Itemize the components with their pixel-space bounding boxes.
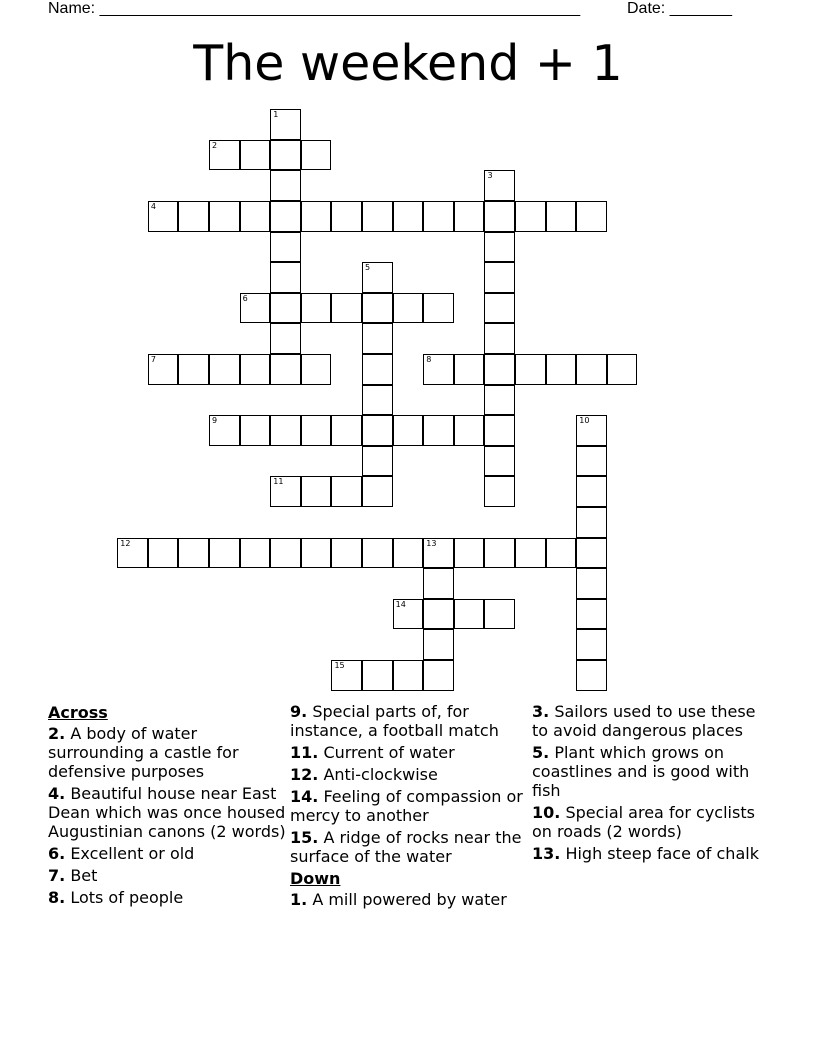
grid-cell[interactable] bbox=[423, 629, 454, 660]
grid-cell[interactable] bbox=[362, 446, 393, 477]
clue-across-14 bbox=[290, 787, 530, 825]
grid-cell-number: 14 bbox=[395, 599, 406, 609]
grid-cell[interactable] bbox=[362, 201, 393, 232]
grid-cell[interactable] bbox=[270, 170, 301, 201]
grid-cell[interactable] bbox=[331, 538, 362, 569]
grid-cell[interactable] bbox=[209, 201, 240, 232]
grid-cell[interactable] bbox=[209, 415, 240, 446]
clue-text: Current of water bbox=[323, 743, 455, 762]
grid-cell[interactable] bbox=[576, 354, 607, 385]
grid-cell[interactable] bbox=[148, 538, 179, 569]
clue-number: 3. bbox=[532, 702, 550, 721]
clue-number: 10. bbox=[532, 803, 561, 822]
grid-cell[interactable] bbox=[178, 201, 209, 232]
clue-down-13 bbox=[532, 844, 772, 863]
grid-cell[interactable] bbox=[576, 476, 607, 507]
clue-text: A body of water surrounding a castle for defensive purposes bbox=[48, 724, 239, 781]
grid-cell[interactable] bbox=[393, 660, 424, 691]
grid-cell[interactable] bbox=[209, 538, 240, 569]
date-field-label: Date: _______ bbox=[627, 0, 732, 17]
grid-cell-number: 1 bbox=[273, 110, 279, 120]
grid-cell[interactable] bbox=[423, 354, 454, 385]
grid-cell[interactable] bbox=[484, 262, 515, 293]
clue-across-2 bbox=[48, 724, 288, 781]
clue-across-9 bbox=[290, 702, 530, 740]
grid-cell[interactable] bbox=[240, 354, 271, 385]
grid-cell-number: 10 bbox=[579, 416, 590, 426]
grid-cell[interactable] bbox=[423, 568, 454, 599]
clue-across-15 bbox=[290, 828, 530, 866]
grid-cell[interactable] bbox=[484, 170, 515, 201]
grid-cell[interactable] bbox=[301, 476, 332, 507]
grid-cell-number: 6 bbox=[242, 293, 248, 303]
grid-cell[interactable] bbox=[362, 262, 393, 293]
grid-cell[interactable] bbox=[209, 354, 240, 385]
clue-across-11 bbox=[290, 743, 530, 762]
grid-cell[interactable] bbox=[393, 538, 424, 569]
grid-cell[interactable] bbox=[515, 201, 546, 232]
clue-across-8 bbox=[48, 888, 288, 907]
clue-number: 9. bbox=[290, 702, 308, 721]
grid-cell[interactable] bbox=[484, 446, 515, 477]
clue-text: Excellent or old bbox=[70, 844, 195, 863]
grid-cell[interactable] bbox=[331, 660, 362, 691]
down-heading: Down bbox=[290, 869, 341, 888]
grid-cell[interactable] bbox=[576, 507, 607, 538]
grid-cell[interactable] bbox=[178, 538, 209, 569]
clues-column-2 bbox=[290, 702, 530, 912]
grid-cell[interactable] bbox=[301, 415, 332, 446]
grid-cell[interactable] bbox=[484, 354, 515, 385]
grid-cell[interactable] bbox=[484, 538, 515, 569]
grid-cell[interactable] bbox=[454, 201, 485, 232]
grid-cell[interactable] bbox=[270, 232, 301, 263]
puzzle-title: The weekend + 1 bbox=[193, 35, 623, 92]
grid-cell[interactable] bbox=[148, 354, 179, 385]
grid-cell[interactable] bbox=[546, 538, 577, 569]
clue-text: A mill powered by water bbox=[312, 890, 507, 909]
clue-text: High steep face of chalk bbox=[565, 844, 759, 863]
clue-number: 4. bbox=[48, 784, 66, 803]
name-field-label: Name: ______________________________________________________ bbox=[48, 0, 581, 17]
grid-cell[interactable] bbox=[270, 201, 301, 232]
grid-cell[interactable] bbox=[301, 140, 332, 171]
clue-number: 13. bbox=[532, 844, 561, 863]
grid-cell-number: 4 bbox=[150, 202, 156, 212]
clue-across-7 bbox=[48, 866, 288, 885]
grid-cell-number: 5 bbox=[365, 263, 371, 273]
grid-cell[interactable] bbox=[454, 415, 485, 446]
grid-cell[interactable] bbox=[484, 415, 515, 446]
grid-cell[interactable] bbox=[240, 201, 271, 232]
across-heading: Across bbox=[48, 703, 108, 722]
clue-text: Lots of people bbox=[70, 888, 184, 907]
grid-cell[interactable] bbox=[484, 293, 515, 324]
grid-cell-number: 15 bbox=[334, 661, 345, 671]
grid-cell[interactable] bbox=[270, 109, 301, 140]
clue-text: Beautiful house near East Dean which was once housed Augustinian canons (2 words) bbox=[48, 784, 286, 841]
grid-cell[interactable] bbox=[484, 323, 515, 354]
grid-cell[interactable] bbox=[270, 140, 301, 171]
clue-down-3 bbox=[532, 702, 772, 740]
grid-cell[interactable] bbox=[576, 446, 607, 477]
grid-cell-number: 8 bbox=[426, 355, 432, 365]
grid-cell-number: 12 bbox=[120, 538, 131, 548]
clue-number: 2. bbox=[48, 724, 66, 743]
grid-cell[interactable] bbox=[362, 415, 393, 446]
grid-cell[interactable] bbox=[454, 599, 485, 630]
grid-cell[interactable] bbox=[178, 354, 209, 385]
grid-cell[interactable] bbox=[576, 201, 607, 232]
grid-cell[interactable] bbox=[515, 538, 546, 569]
grid-cell[interactable] bbox=[240, 538, 271, 569]
clue-number: 14. bbox=[290, 787, 319, 806]
grid-cell[interactable] bbox=[484, 232, 515, 263]
grid-cell[interactable] bbox=[454, 354, 485, 385]
grid-cell[interactable] bbox=[423, 293, 454, 324]
clue-down-5 bbox=[532, 743, 772, 800]
grid-cell[interactable] bbox=[576, 538, 607, 569]
grid-cell[interactable] bbox=[576, 629, 607, 660]
grid-cell[interactable] bbox=[393, 415, 424, 446]
grid-cell[interactable] bbox=[270, 262, 301, 293]
grid-cell[interactable] bbox=[270, 476, 301, 507]
clue-down-10 bbox=[532, 803, 772, 841]
grid-cell[interactable] bbox=[270, 293, 301, 324]
grid-cell[interactable] bbox=[331, 476, 362, 507]
clues-column-1 bbox=[48, 702, 288, 910]
grid-cell[interactable] bbox=[362, 323, 393, 354]
grid-cell[interactable] bbox=[423, 660, 454, 691]
clues-column-3 bbox=[532, 702, 772, 866]
grid-cell[interactable] bbox=[117, 538, 148, 569]
clue-number: 5. bbox=[532, 743, 550, 762]
grid-cell-number: 3 bbox=[487, 171, 493, 181]
clue-across-12 bbox=[290, 765, 530, 784]
grid-cell[interactable] bbox=[576, 568, 607, 599]
grid-cell[interactable] bbox=[301, 538, 332, 569]
clue-text: Plant which grows on coastlines and is good with fish bbox=[532, 743, 750, 800]
grid-cell[interactable] bbox=[515, 354, 546, 385]
grid-cell[interactable] bbox=[270, 323, 301, 354]
grid-cell[interactable] bbox=[423, 415, 454, 446]
clue-text: Bet bbox=[70, 866, 98, 885]
grid-cell[interactable] bbox=[270, 415, 301, 446]
grid-cell[interactable] bbox=[240, 140, 271, 171]
grid-cell-number: 7 bbox=[150, 355, 156, 365]
grid-cell[interactable] bbox=[546, 201, 577, 232]
grid-cell[interactable] bbox=[484, 476, 515, 507]
grid-cell[interactable] bbox=[362, 354, 393, 385]
grid-cell[interactable] bbox=[331, 293, 362, 324]
grid-cell[interactable] bbox=[576, 415, 607, 446]
grid-cell[interactable] bbox=[331, 201, 362, 232]
grid-cell[interactable] bbox=[393, 293, 424, 324]
grid-cell[interactable] bbox=[393, 201, 424, 232]
grid-cell[interactable] bbox=[576, 599, 607, 630]
grid-cell[interactable] bbox=[301, 201, 332, 232]
grid-cell[interactable] bbox=[270, 354, 301, 385]
grid-cell[interactable] bbox=[362, 293, 393, 324]
grid-cell-number: 2 bbox=[212, 140, 218, 150]
grid-cell[interactable] bbox=[607, 354, 638, 385]
clue-number: 11. bbox=[290, 743, 319, 762]
clue-across-4 bbox=[48, 784, 288, 841]
grid-cell[interactable] bbox=[423, 599, 454, 630]
clue-down-1 bbox=[290, 890, 530, 909]
grid-cell[interactable] bbox=[209, 140, 240, 171]
clue-number: 8. bbox=[48, 888, 66, 907]
clue-text: Special area for cyclists on roads (2 words) bbox=[532, 803, 755, 841]
grid-cell-number: 11 bbox=[273, 477, 284, 487]
clue-number: 12. bbox=[290, 765, 319, 784]
grid-cell[interactable] bbox=[362, 476, 393, 507]
clue-text: A ridge of rocks near the surface of the water bbox=[290, 828, 522, 866]
grid-cell[interactable] bbox=[484, 385, 515, 416]
grid-cell[interactable] bbox=[484, 201, 515, 232]
grid-cell-number: 9 bbox=[212, 416, 218, 426]
grid-cell[interactable] bbox=[576, 660, 607, 691]
clue-text: Special parts of, for instance, a football match bbox=[290, 702, 499, 740]
grid-cell[interactable] bbox=[362, 385, 393, 416]
clue-number: 15. bbox=[290, 828, 319, 847]
clue-number: 6. bbox=[48, 844, 66, 863]
clue-text: Anti-clockwise bbox=[323, 765, 438, 784]
grid-cell[interactable] bbox=[484, 599, 515, 630]
grid-cell[interactable] bbox=[393, 599, 424, 630]
grid-cell[interactable] bbox=[148, 201, 179, 232]
grid-cell-number: 13 bbox=[426, 538, 437, 548]
grid-cell[interactable] bbox=[362, 660, 393, 691]
grid-cell[interactable] bbox=[423, 538, 454, 569]
grid-cell[interactable] bbox=[454, 538, 485, 569]
grid-cell[interactable] bbox=[331, 415, 362, 446]
grid-cell[interactable] bbox=[301, 293, 332, 324]
grid-cell[interactable] bbox=[240, 293, 271, 324]
grid-cell[interactable] bbox=[546, 354, 577, 385]
clue-number: 7. bbox=[48, 866, 66, 885]
grid-cell[interactable] bbox=[362, 538, 393, 569]
grid-cell[interactable] bbox=[301, 354, 332, 385]
grid-cell[interactable] bbox=[240, 415, 271, 446]
clue-text: Sailors used to use these to avoid dangerous places bbox=[532, 702, 756, 740]
grid-cell[interactable] bbox=[423, 201, 454, 232]
grid-cell[interactable] bbox=[270, 538, 301, 569]
clue-across-6 bbox=[48, 844, 288, 863]
clue-number: 1. bbox=[290, 890, 308, 909]
clue-text: Feeling of compassion or mercy to another bbox=[290, 787, 523, 825]
